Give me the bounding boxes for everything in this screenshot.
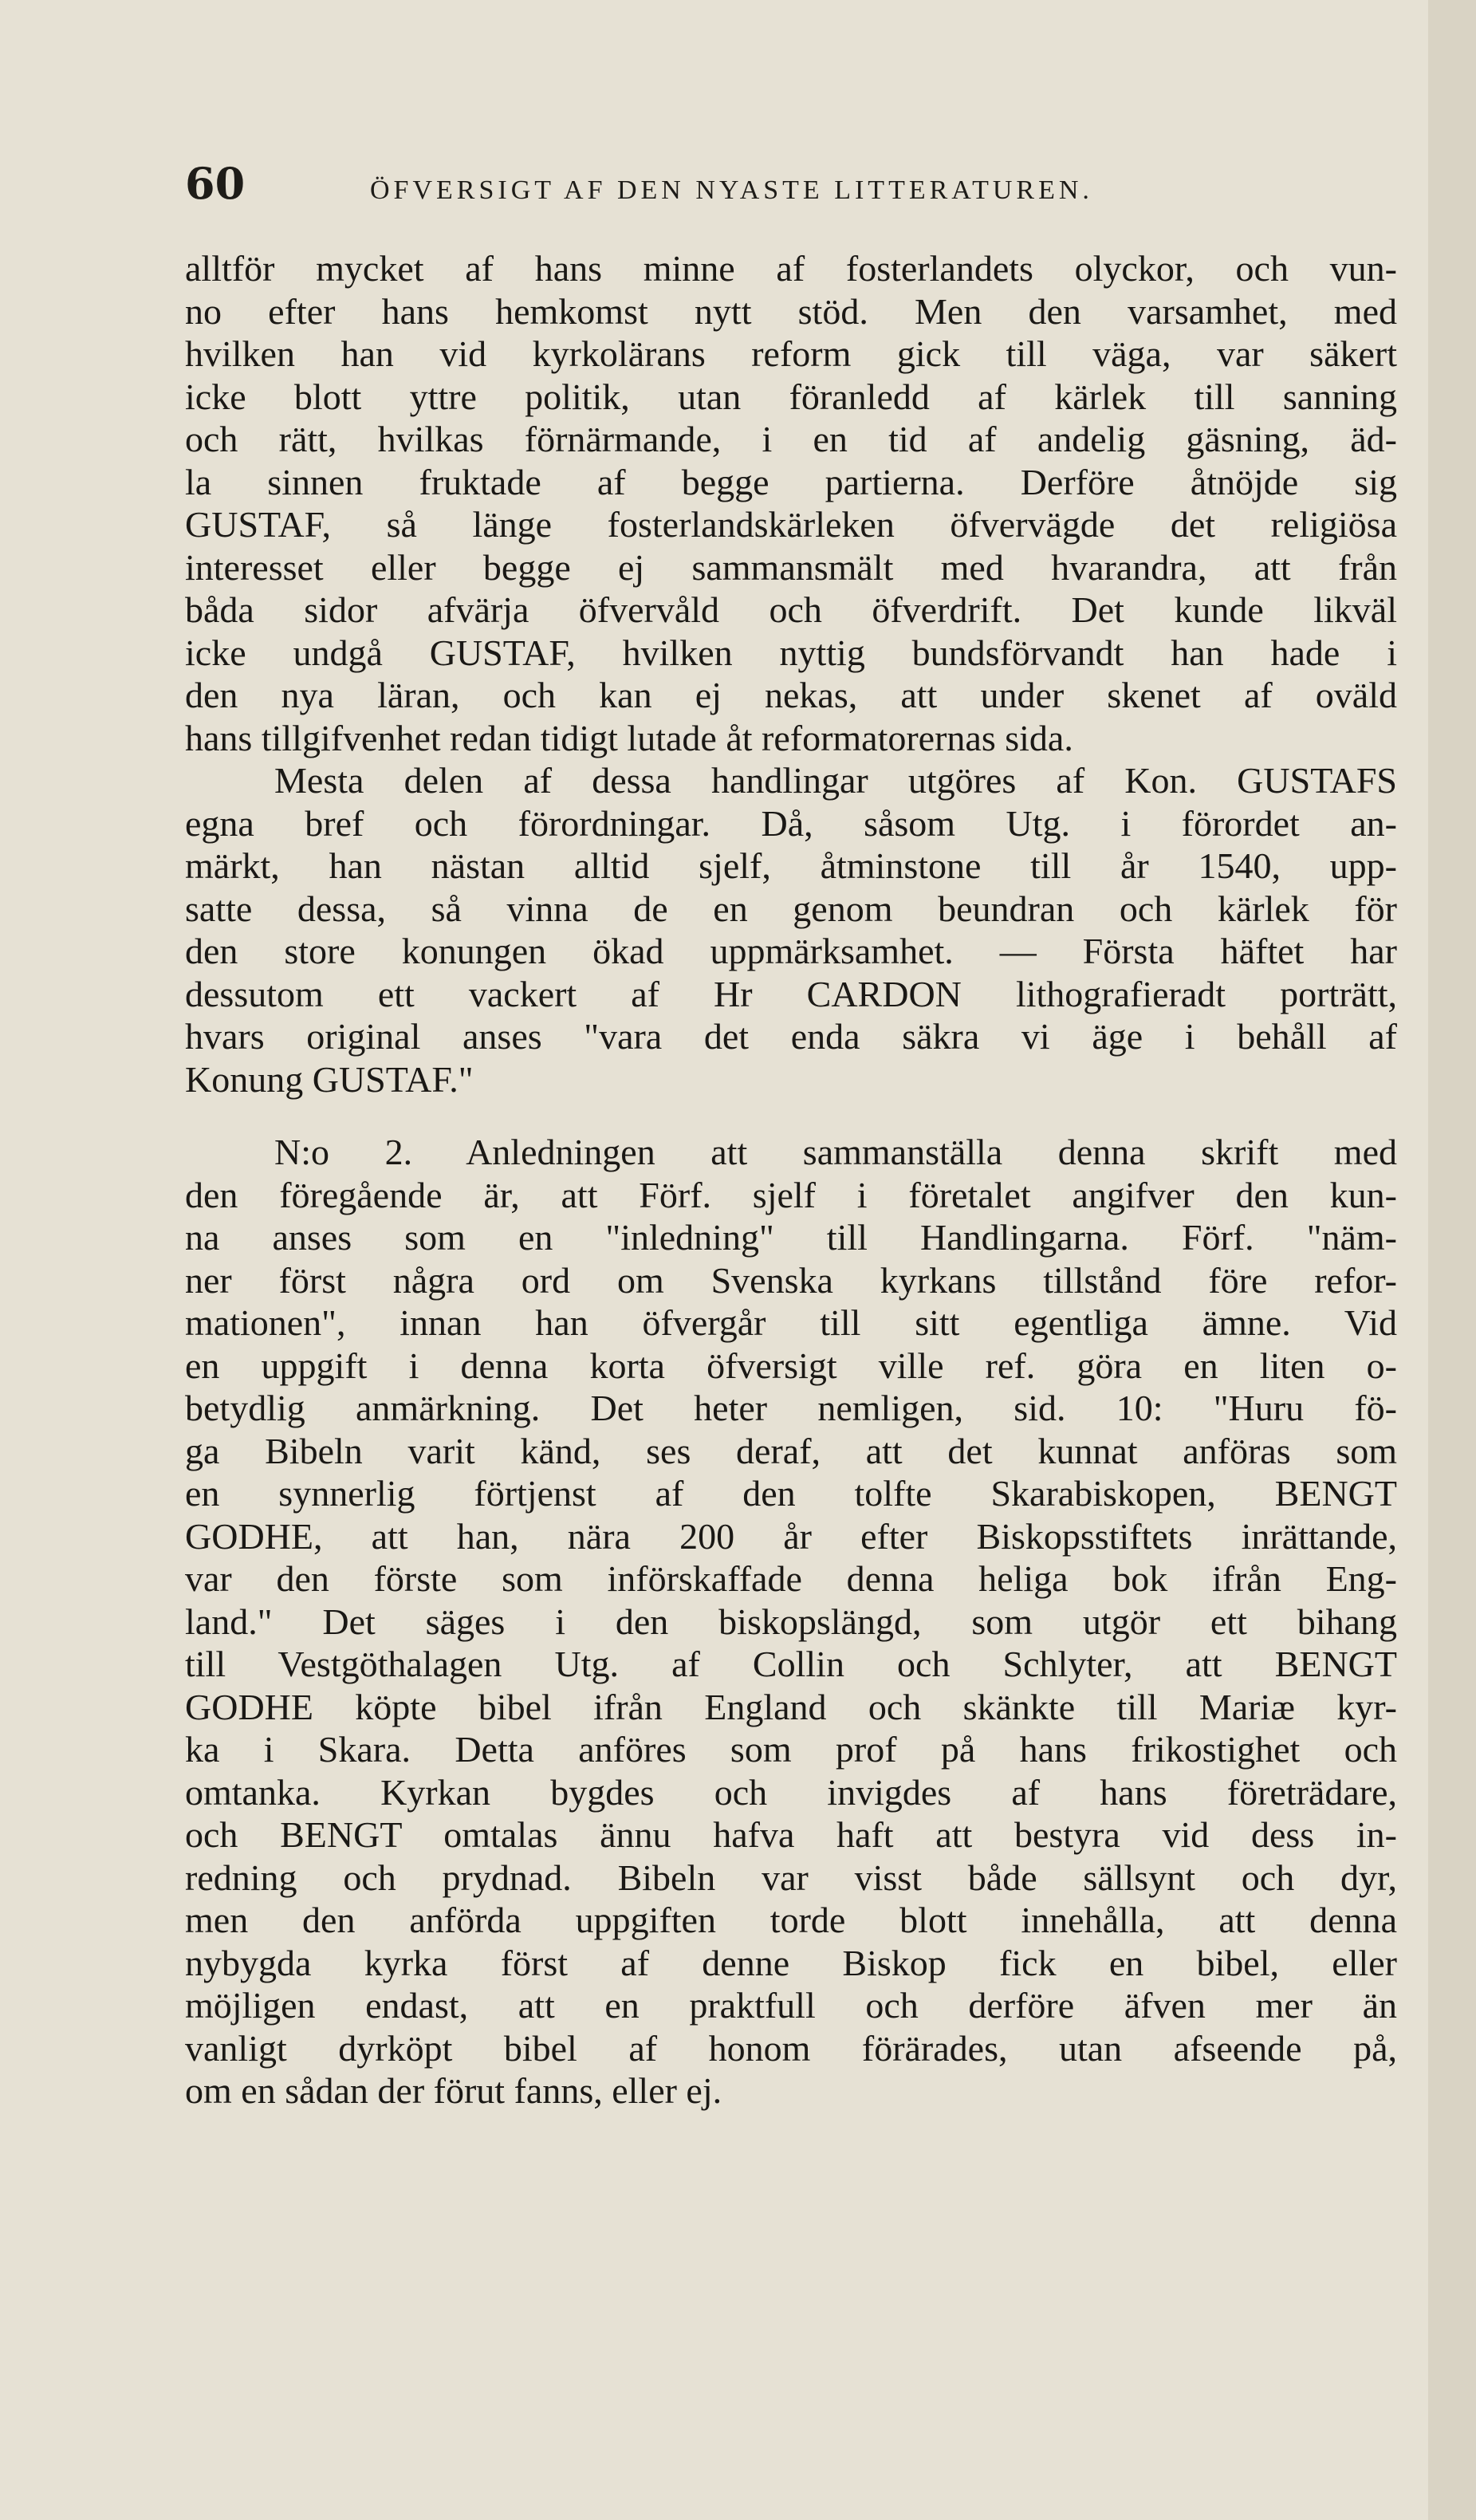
page-number: 60: [185, 158, 246, 209]
text-line: hans tillgifvenhet redan tidigt lutade åt reformatorernas sida.: [185, 717, 1073, 758]
text-line: ga Bibeln varit känd, ses deraf, att det kunnat anföras som: [185, 1430, 1397, 1471]
text-line: betydlig anmärkning. Det heter nemligen, sid. 10: "Huru fö-: [185, 1388, 1397, 1428]
text-line: la sinnen fruktade af begge partierna. Derföre åtnöjde sig: [185, 461, 1397, 502]
text-line: hvars original anses "vara det enda säkra vi äge i behåll af: [185, 1016, 1397, 1057]
text-line: båda sidor afvärja öfvervåld och öfverdrift. Det kunde likväl: [185, 589, 1397, 630]
text-line: na anses som en "inledning" till Handlingarna. Förf. "näm-: [185, 1217, 1397, 1258]
text-line: Mesta delen af dessa handlingar utgöres af Kon. GUSTAFS: [274, 760, 1397, 801]
text-line: egna bref och förordningar. Då, såsom Utg. i förordet an-: [185, 802, 1397, 844]
text-line: och BENGT omtalas ännu hafva haft att bestyra vid dess in-: [185, 1814, 1397, 1855]
text-line: hvilken han vid kyrkolärans reform gick till väga, var säkert: [185, 333, 1397, 374]
text-line: om en sådan der förut fanns, eller ej.: [185, 2070, 722, 2111]
paragraph: [185, 247, 1397, 759]
text-line: till Vestgöthalagen Utg. af Collin och Schlyter, att BENGT: [185, 1644, 1397, 1684]
text-line: GODHE, att han, nära 200 år efter Biskopsstiftets inrättande,: [185, 1515, 1397, 1557]
text-line: satte dessa, så vinna de en genom beundran och kärlek för: [185, 888, 1397, 929]
text-line: dessutom ett vackert af Hr CARDON lithografieradt porträtt,: [185, 973, 1397, 1014]
text-line: alltför mycket af hans minne af fosterlandets olyckor, och vun-: [185, 248, 1397, 289]
text-line: icke undgå GUSTAF, hvilken nyttig bundsförvandt han hade i: [185, 632, 1397, 673]
text-line: den store konungen ökad uppmärksamhet. — Första häftet har: [185, 931, 1397, 971]
text-line: och rätt, hvilkas förnärmande, i en tid af andelig gäsning, äd-: [185, 419, 1397, 459]
text-line: redning och prydnad. Bibeln var visst både sällsynt och dyr,: [185, 1857, 1397, 1898]
body-text: [185, 247, 1397, 2112]
running-head: ÖFVERSIGT AF DEN NYASTE LITTERATUREN.: [370, 175, 1093, 205]
text-line: en uppgift i denna korta öfversigt ville ref. göra en liten o-: [185, 1345, 1397, 1386]
text-line: nybygda kyrka först af denne Biskop fick en bibel, eller: [185, 1942, 1397, 1983]
text-line: mationen", innan han öfvergår till sitt egentliga ämne. Vid: [185, 1302, 1397, 1343]
text-line: vanligt dyrköpt bibel af honom förärades, utan afseende på,: [185, 2027, 1397, 2069]
text-line: den nya läran, och kan ej nekas, att under skenet af oväld: [185, 675, 1397, 715]
text-line: GUSTAF, så länge fosterlandskärleken öfvervägde det religiösa: [185, 504, 1397, 545]
paragraph: [185, 759, 1397, 1101]
text-line: var den förste som införskaffade denna heliga bok ifrån Eng-: [185, 1558, 1397, 1599]
text-line: GODHE köpte bibel ifrån England och skänkte till Mariæ kyr-: [185, 1686, 1397, 1727]
text-line: interesset eller begge ej sammansmält med hvarandra, att från: [185, 546, 1397, 588]
text-line: märkt, han nästan alltid sjelf, åtminstone till år 1540, upp-: [185, 845, 1397, 886]
paragraph-gap: [185, 1101, 1397, 1131]
text-line: land." Det säges i den biskopslängd, som utgör ett bihang: [185, 1601, 1397, 1642]
text-line: men den anförda uppgiften torde blott innehålla, att denna: [185, 1900, 1397, 1940]
text-line: icke blott yttre politik, utan föranledd af kärlek till sanning: [185, 376, 1397, 417]
text-line: N:o 2. Anledningen att sammanställa denna skrift med: [274, 1132, 1397, 1172]
text-line: Konung GUSTAF.": [185, 1058, 474, 1100]
page-header: [185, 158, 1397, 214]
paragraph: [185, 1131, 1397, 2112]
text-line: ner först några ord om Svenska kyrkans tillstånd före refor-: [185, 1259, 1397, 1301]
text-line: omtanka. Kyrkan bygdes och invigdes af hans företrädare,: [185, 1771, 1397, 1813]
text-line: no efter hans hemkomst nytt stöd. Men den varsamhet, med: [185, 290, 1397, 332]
text-line: ka i Skara. Detta anföres som prof på hans frikostighet och: [185, 1729, 1397, 1770]
page-edge: [1428, 0, 1476, 2520]
text-line: en synnerlig förtjenst af den tolfte Skarabiskopen, BENGT: [185, 1473, 1397, 1514]
paragraphs: [185, 247, 1397, 2112]
text-line: den föregående är, att Förf. sjelf i företalet angifver den kun-: [185, 1174, 1397, 1215]
text-line: möjligen endast, att en praktfull och derföre äfven mer än: [185, 1985, 1397, 2026]
